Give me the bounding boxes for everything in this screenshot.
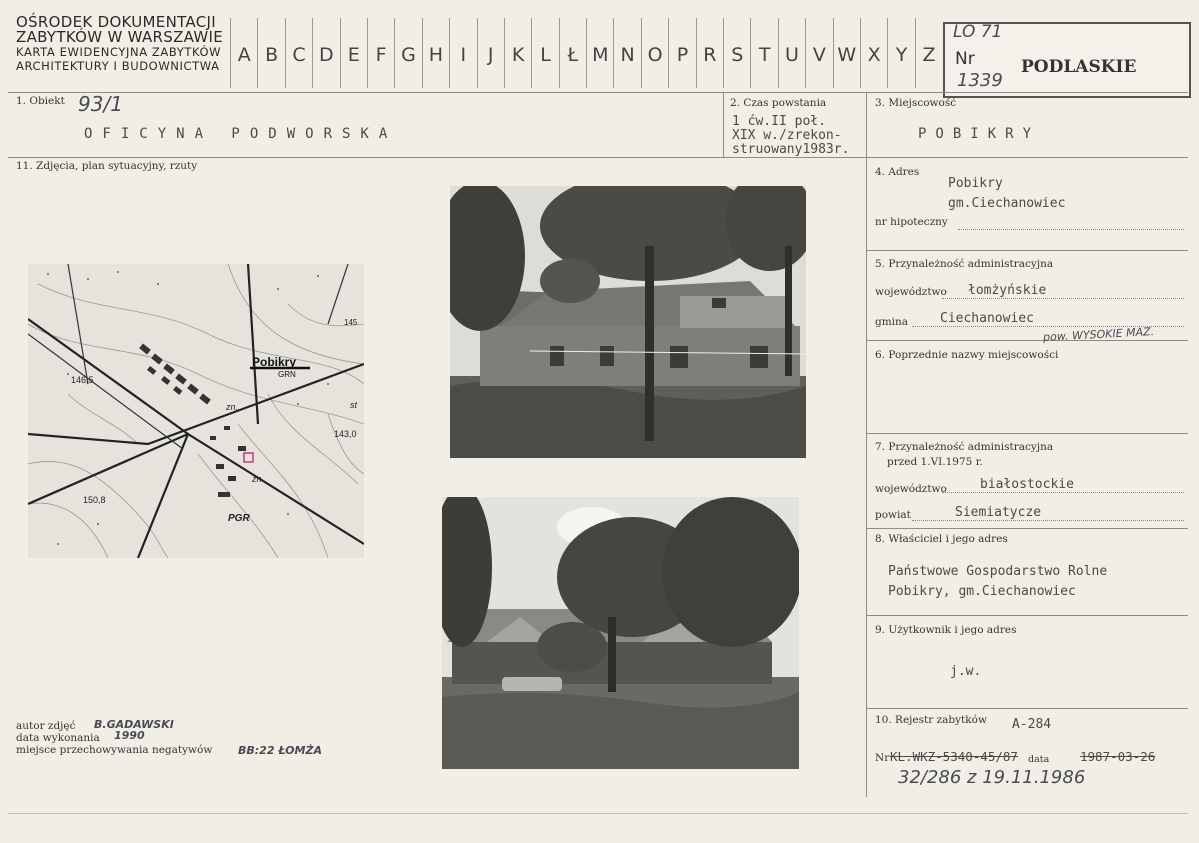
- org-line-1: OŚRODEK DOKUMENTACJI: [16, 13, 216, 31]
- map-zn-label: zn.: [226, 402, 239, 412]
- uzytkownik-label: 9. Użytkownik i jego adres: [875, 624, 1017, 636]
- map-zn-label: zn: [252, 474, 262, 484]
- divider: [866, 340, 1188, 341]
- wojewodztwo-value: łomżyńskie: [968, 283, 1047, 298]
- map-elevation-label: 150,8: [83, 495, 106, 505]
- czas-label: 2. Czas powstania: [730, 97, 827, 109]
- gmina-label: gmina: [875, 316, 909, 328]
- org-line-4: ARCHITEKTURY I BUDOWNICTWA: [16, 58, 220, 73]
- wojewodztwo-label: województwo: [875, 286, 947, 298]
- photo-2-image: [442, 497, 799, 769]
- data-wykonania-value: 1990: [114, 729, 145, 742]
- index-letter: I: [449, 18, 476, 88]
- divider: [866, 708, 1188, 709]
- dotted-line: [958, 229, 1184, 230]
- divider: [866, 250, 1188, 251]
- autor-label: autor zdjęć: [16, 720, 76, 732]
- rejestr-label: 10. Rejestr zabytków: [875, 714, 987, 726]
- index-letter: Y: [887, 18, 914, 88]
- divider: [723, 92, 724, 158]
- dotted-line: [912, 520, 1184, 521]
- uzytkownik-value: j.w.: [950, 664, 982, 679]
- index-letter: X: [860, 18, 887, 88]
- negatywy-label: miejsce przechowywania negatywów: [16, 744, 213, 756]
- rejestr-data-value: 1987-03-26: [1080, 749, 1156, 764]
- gmina-value: Ciechanowiec: [940, 311, 1034, 326]
- photo-building-side: [450, 186, 806, 458]
- dotted-line: [942, 492, 1184, 493]
- hipoteczny-label: nr hipoteczny: [875, 216, 948, 228]
- index-letter: D: [312, 18, 339, 88]
- rejestr-data-label: data: [1028, 754, 1050, 765]
- poprzednie-nazwy-label: 6. Poprzednie nazwy miejscowości: [875, 349, 1059, 361]
- index-letter: H: [422, 18, 449, 88]
- map-place-label: Pobikry: [252, 355, 297, 369]
- index-letter: Z: [915, 18, 942, 88]
- miejscowosc-label: 3. Miejscowość: [875, 97, 957, 109]
- map-elevation-label: 145: [344, 318, 358, 327]
- index-letter: S: [723, 18, 750, 88]
- czas-line-2: XIX w./zrekon-: [732, 128, 842, 143]
- zdjecia-label: 11. Zdjęcia, plan sytuacyjny, rzuty: [16, 160, 198, 172]
- index-letter: G: [394, 18, 421, 88]
- index-letter: R: [696, 18, 723, 88]
- index-letter: A: [230, 18, 257, 88]
- map-pgr-label: PGR: [228, 513, 250, 524]
- divider: [866, 528, 1188, 529]
- bottom-edge: [8, 813, 1188, 814]
- wlasciciel-line-2: Pobikry, gm.Ciechanowiec: [888, 584, 1076, 599]
- obiekt-handwritten: 93/1: [78, 92, 123, 116]
- czas-line-3: struowany1983r.: [732, 142, 850, 157]
- index-letter: E: [340, 18, 367, 88]
- wojewodztwo-1975-value: białostockie: [980, 477, 1074, 492]
- nr-stamp-box: [943, 22, 1191, 98]
- photo-1-image: [450, 186, 806, 458]
- przynaleznosc-1975-date: przed 1.VI.1975 r.: [887, 456, 983, 468]
- index-letter: K: [504, 18, 531, 88]
- index-letter: Ł: [559, 18, 586, 88]
- wojewodztwo-1975-label: województwo: [875, 483, 947, 495]
- org-line-3: KARTA EWIDENCYJNA ZABYTKÓW: [16, 45, 222, 59]
- rejestr-nr-value: KL.WKZ-5340-45/87: [890, 749, 1018, 764]
- index-letter: O: [641, 18, 668, 88]
- czas-value: [732, 115, 849, 157]
- dotted-line: [942, 298, 1184, 299]
- gmina-handwritten-note: pow. WYSOKIE MAZ.: [1042, 325, 1155, 344]
- index-letter: V: [805, 18, 832, 88]
- map-elevation-label: 143,0: [334, 429, 357, 439]
- negatywy-value: BB:22 ŁOMŻA: [238, 744, 322, 757]
- index-letter: L: [531, 18, 558, 88]
- divider: [8, 92, 1188, 93]
- autor-value: B.GADAWSKI: [94, 718, 174, 731]
- map-st-label: st: [350, 400, 358, 410]
- index-letter: W: [833, 18, 860, 88]
- wlasciciel-line-1: Państwowe Gospodarstwo Rolne: [888, 564, 1108, 579]
- map-drawing: [28, 264, 364, 558]
- divider: [866, 615, 1188, 616]
- map-elevation-label: 146,5: [71, 375, 94, 385]
- index-letter: U: [778, 18, 805, 88]
- nr-label: Nr: [955, 49, 975, 69]
- institution-header: [16, 15, 223, 72]
- powiat-label: powiat: [875, 509, 911, 521]
- map-place-sub: GRN: [278, 370, 296, 379]
- przynaleznosc-1975-label: 7. Przynależność administracyjna: [875, 441, 1054, 453]
- adres-line-2: gm.Ciechanowiec: [948, 196, 1066, 211]
- obiekt-label: 1. Obiekt: [16, 95, 65, 107]
- region-stamp: PODLASKIE: [1021, 57, 1137, 77]
- czas-line-1: 1 ćw.II poł.: [732, 114, 826, 129]
- rejestr-handwritten: 32/286 z 19.11.1986: [898, 767, 1086, 788]
- nr-handwritten-top: LO 71: [953, 22, 1003, 42]
- index-letter: M: [586, 18, 613, 88]
- situation-map: [28, 264, 364, 558]
- index-letter: B: [257, 18, 284, 88]
- index-letter: J: [477, 18, 504, 88]
- index-letter: N: [613, 18, 640, 88]
- divider: [866, 433, 1188, 434]
- przynaleznosc-label: 5. Przynależność administracyjna: [875, 258, 1054, 270]
- miejscowosc-value: POBIKRY: [918, 126, 1041, 142]
- nr-handwritten-bottom: 1339: [957, 70, 1003, 91]
- index-letter: T: [750, 18, 777, 88]
- index-letter: F: [367, 18, 394, 88]
- photo-building-front: [442, 497, 799, 769]
- rejestr-value: A-284: [1012, 717, 1052, 732]
- powiat-value: Siemiatycze: [955, 505, 1042, 520]
- index-letter: P: [668, 18, 695, 88]
- wlasciciel-label: 8. Właściciel i jego adres: [875, 533, 1008, 545]
- adres-label: 4. Adres: [875, 166, 920, 178]
- adres-line-1: Pobikry: [948, 176, 1003, 191]
- data-wykonania-label: data wykonania: [16, 732, 100, 744]
- org-line-2: ZABYTKÓW W WARSZAWIE: [16, 28, 224, 46]
- rejestr-nr-label: Nr: [875, 752, 890, 764]
- divider: [866, 92, 867, 797]
- index-letter: C: [285, 18, 312, 88]
- alphabet-index: [230, 18, 942, 88]
- obiekt-value: OFICYNA PODWORSKA: [84, 126, 398, 142]
- divider: [8, 157, 1188, 158]
